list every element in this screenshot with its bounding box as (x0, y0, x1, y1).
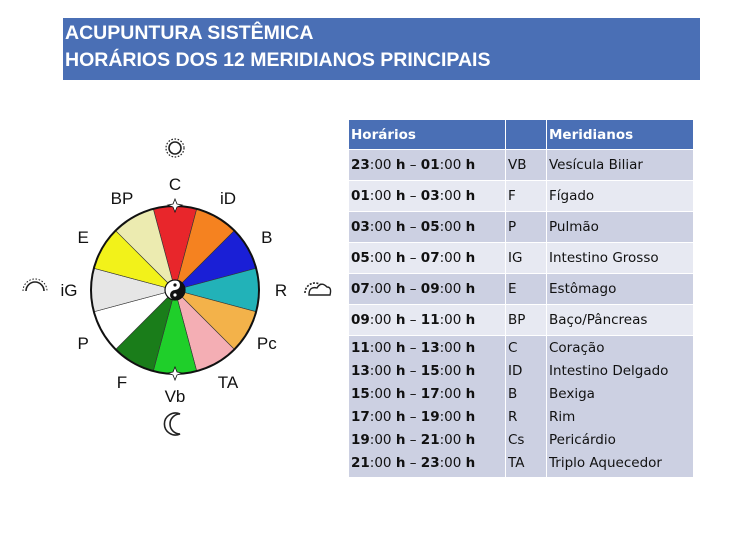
meridian-code: C (508, 340, 518, 356)
wheel-label-vb: Vb (164, 387, 186, 406)
wheel-label-c: C (168, 175, 182, 194)
yin-yang-icon (165, 280, 185, 300)
wheel-label-ta: TA (217, 372, 239, 392)
sunrise-icon (305, 283, 331, 295)
sunset-icon (23, 279, 47, 291)
wheel-label-e: E (77, 228, 89, 247)
moon-icon (164, 413, 180, 435)
wheel-label-ig: iG (60, 281, 78, 300)
title-line-1: ACUPUNTURA SISTÊMICA (65, 22, 314, 44)
meridian-code: Cs (508, 432, 525, 448)
meridian-name: Bexiga (549, 386, 595, 402)
title-line-2: HORÁRIOS DOS 12 MERIDIANOS PRINCIPAIS (65, 49, 491, 71)
wheel-label-b: B (261, 228, 273, 247)
table-row (349, 150, 694, 181)
meridian-name: Intestino Delgado (549, 363, 669, 379)
meridian-code: B (508, 386, 518, 402)
time-range: 19:00 h – 21:00 h (351, 432, 476, 448)
meridian-schedule-table (349, 120, 694, 477)
time-range: 01:00 h – 03:00 h (349, 181, 506, 212)
wheel-label-r: R (274, 281, 288, 300)
meridian-code: R (508, 409, 518, 425)
meridian-code: P (506, 212, 547, 243)
time-range: 23:00 h – 01:00 h (349, 150, 506, 181)
meridian-name: Baço/Pâncreas (547, 305, 694, 336)
meridian-name: Rim (549, 409, 576, 425)
meridian-code: TA (508, 455, 525, 471)
table-row (349, 274, 694, 305)
meridian-name: Vesícula Biliar (547, 150, 694, 181)
meridian-name: Pulmão (547, 212, 694, 243)
meridian-name: Triplo Aquecedor (549, 455, 662, 471)
table-row (349, 305, 694, 336)
meridian-name: Coração (549, 340, 605, 356)
meridian-name: Intestino Grosso (547, 243, 694, 274)
header-meridianos: Meridianos (547, 120, 694, 150)
meridian-code: F (506, 181, 547, 212)
meridian-code: VB (506, 150, 547, 181)
time-range: 05:00 h – 07:00 h (349, 243, 506, 274)
time-range: 09:00 h – 11:00 h (349, 305, 506, 336)
wheel-label-p: P (77, 334, 89, 353)
time-range: 15:00 h – 17:00 h (351, 386, 476, 402)
time-range: 21:00 h – 23:00 h (351, 455, 476, 471)
meridian-clock-wheel (20, 135, 340, 445)
sun-icon (166, 139, 184, 157)
time-range: 17:00 h – 19:00 h (351, 409, 476, 425)
meridian-name: Fígado (547, 181, 694, 212)
meridian-code: BP (506, 305, 547, 336)
wheel-label-f: F (116, 372, 128, 392)
time-range: 07:00 h – 09:00 h (349, 274, 506, 305)
wheel-label-id: iD (219, 189, 237, 209)
meridian-name: Pericárdio (549, 432, 616, 448)
title-banner (63, 18, 700, 80)
wheel-label-pc: Pc (256, 334, 277, 353)
time-range: 11:00 h – 13:00 h (351, 340, 476, 356)
meridian-code: IG (506, 243, 547, 274)
time-range: 13:00 h – 15:00 h (351, 363, 476, 379)
meridian-name: Estômago (547, 274, 694, 305)
table-row (349, 212, 694, 243)
meridian-code: E (506, 274, 547, 305)
table-row-group (349, 336, 694, 478)
table-row (349, 181, 694, 212)
header-horarios: Horários (349, 120, 506, 150)
table-row (349, 243, 694, 274)
meridian-code: ID (508, 363, 523, 379)
time-range: 03:00 h – 05:00 h (349, 212, 506, 243)
header-code (506, 120, 547, 150)
wheel-label-bp: BP (110, 189, 134, 209)
